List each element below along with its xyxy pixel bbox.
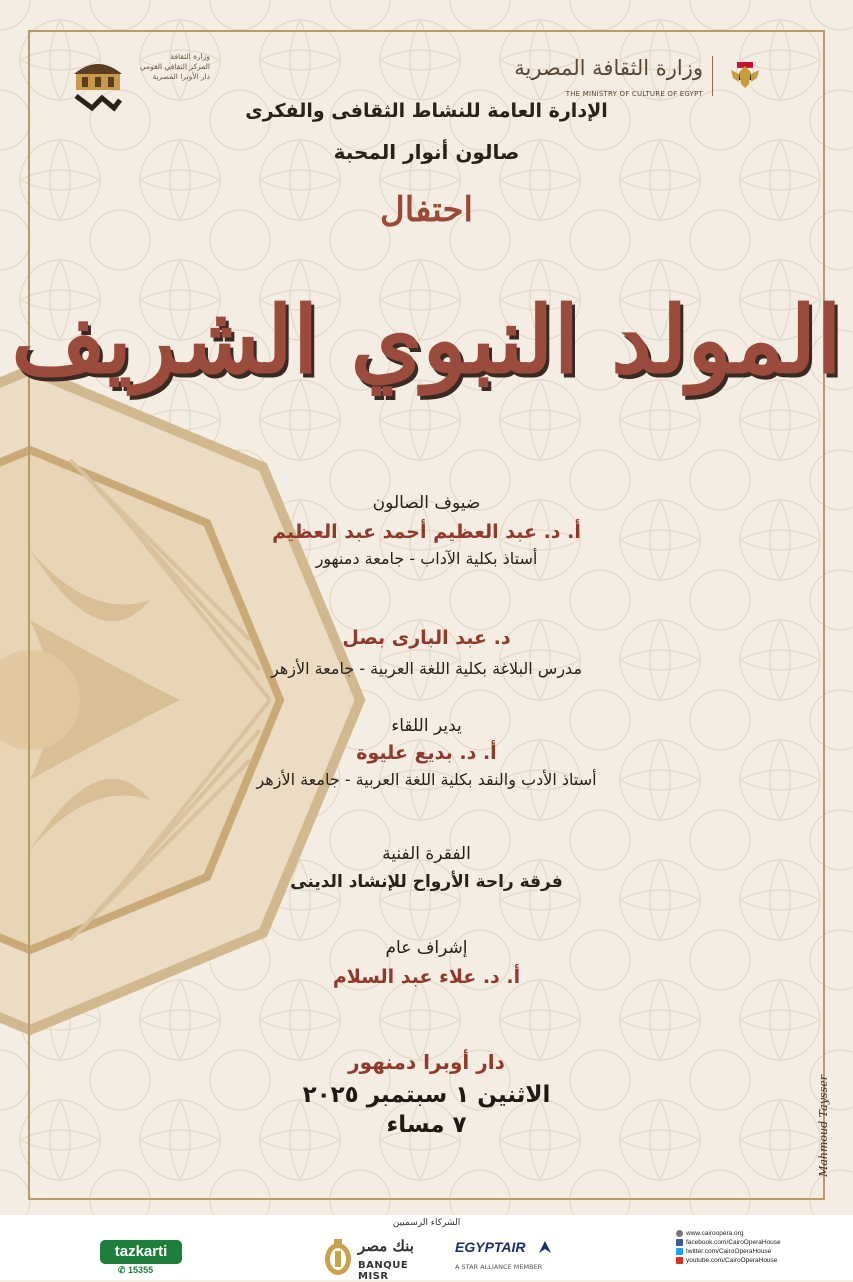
- tazkarti-logo[interactable]: tazkarti: [100, 1240, 182, 1264]
- celebration-title: احتفال: [380, 190, 473, 230]
- supervision-name: أ. د. علاء عبد السلام: [332, 966, 521, 988]
- supervision-heading: إشراف عام: [385, 938, 468, 958]
- moderator-section: [0, 716, 853, 789]
- banque-misr-logo: [322, 1237, 442, 1282]
- egyptair-name: EGYPTAIR: [455, 1239, 526, 1255]
- ministry-of-culture-logo: [514, 52, 793, 102]
- art-name: فرقة راحة الأرواح للإنشاد الدينى: [290, 872, 563, 892]
- designer-signature: Mahmoud Taysser: [817, 1075, 830, 1177]
- twitter-icon: [676, 1248, 683, 1255]
- social-link-facebook[interactable]: facebook.com/CairoOperaHouse: [676, 1238, 826, 1247]
- department-title: الإدارة العامة للنشاط الثقافى والفكرى: [245, 100, 608, 122]
- guests-section: [0, 493, 853, 568]
- moderator-heading: يدير اللقاء: [391, 716, 462, 736]
- social-link-youtube[interactable]: youtube.com/CairoOperaHouse: [676, 1256, 826, 1265]
- moderator-name: أ. د. بديع عليوة: [356, 742, 497, 764]
- egyptair-logo: [455, 1239, 555, 1279]
- social-link-website[interactable]: www.cairoopera.org: [676, 1229, 826, 1238]
- egyptair-subtitle: A STAR ALLIANCE MEMBER: [455, 1263, 543, 1271]
- partners-footer: [0, 1215, 853, 1280]
- banque-misr-en: BANQUE MISR: [358, 1260, 409, 1282]
- art-section: [0, 844, 853, 892]
- ministry-name-ar: وزارة الثقافة المصرية: [514, 56, 703, 80]
- globe-icon: [676, 1230, 683, 1237]
- banque-misr-emblem-icon: [322, 1237, 354, 1277]
- eagle-emblem-icon: [727, 58, 763, 96]
- social-links: [676, 1229, 826, 1265]
- art-heading: الفقرة الفنية: [382, 844, 471, 864]
- social-link-twitter[interactable]: twitter.com/CairoOperaHouse: [676, 1247, 826, 1256]
- guests-heading: ضيوف الصالون: [372, 493, 481, 513]
- banque-misr-ar: بنك مصر: [358, 1237, 414, 1255]
- facebook-icon: [676, 1239, 683, 1246]
- partners-title: الشركاء الرسميين: [392, 1218, 461, 1228]
- supervision-section: [0, 938, 853, 988]
- moderator-title: أستاذ الأدب والنقد بكلية اللغة العربية - جامعة الأزهر: [256, 770, 597, 789]
- guest1-title: أستاذ بكلية الآداب - جامعة دمنهور: [315, 549, 538, 568]
- salon-title: صالون أنوار المحبة: [333, 140, 520, 164]
- event-venue: دار أوبرا دمنهور: [348, 1050, 505, 1074]
- occasion-calligraphy: المولد النبوي الشريف: [11, 286, 842, 394]
- event-time: ٧ مساء: [386, 1112, 467, 1138]
- logo-divider: [712, 56, 713, 96]
- tazkarti-number: ✆ 15355: [118, 1265, 154, 1275]
- guest1-name: أ. د. عبد العظيم أحمد عبد العظيم: [272, 521, 581, 543]
- horus-icon: [537, 1239, 553, 1257]
- guest2-section: [0, 627, 853, 678]
- youtube-icon: [676, 1257, 683, 1264]
- guest2-name: د. عبد البارى بصل: [342, 627, 511, 649]
- opera-logo-text: وزارة الثقافة المركز الثقافي القومي دار الأوبرا المصرية: [139, 52, 210, 81]
- event-date: الاثنين ١ سبتمبر ٢٠٢٥: [302, 1082, 551, 1108]
- guest2-title: مدرس البلاغة بكلية اللغة العربية - جامعة الأزهر: [270, 659, 583, 678]
- ministry-name-en: THE MINISTRY OF CULTURE OF EGYPT: [565, 90, 703, 98]
- event-section: [0, 1050, 853, 1138]
